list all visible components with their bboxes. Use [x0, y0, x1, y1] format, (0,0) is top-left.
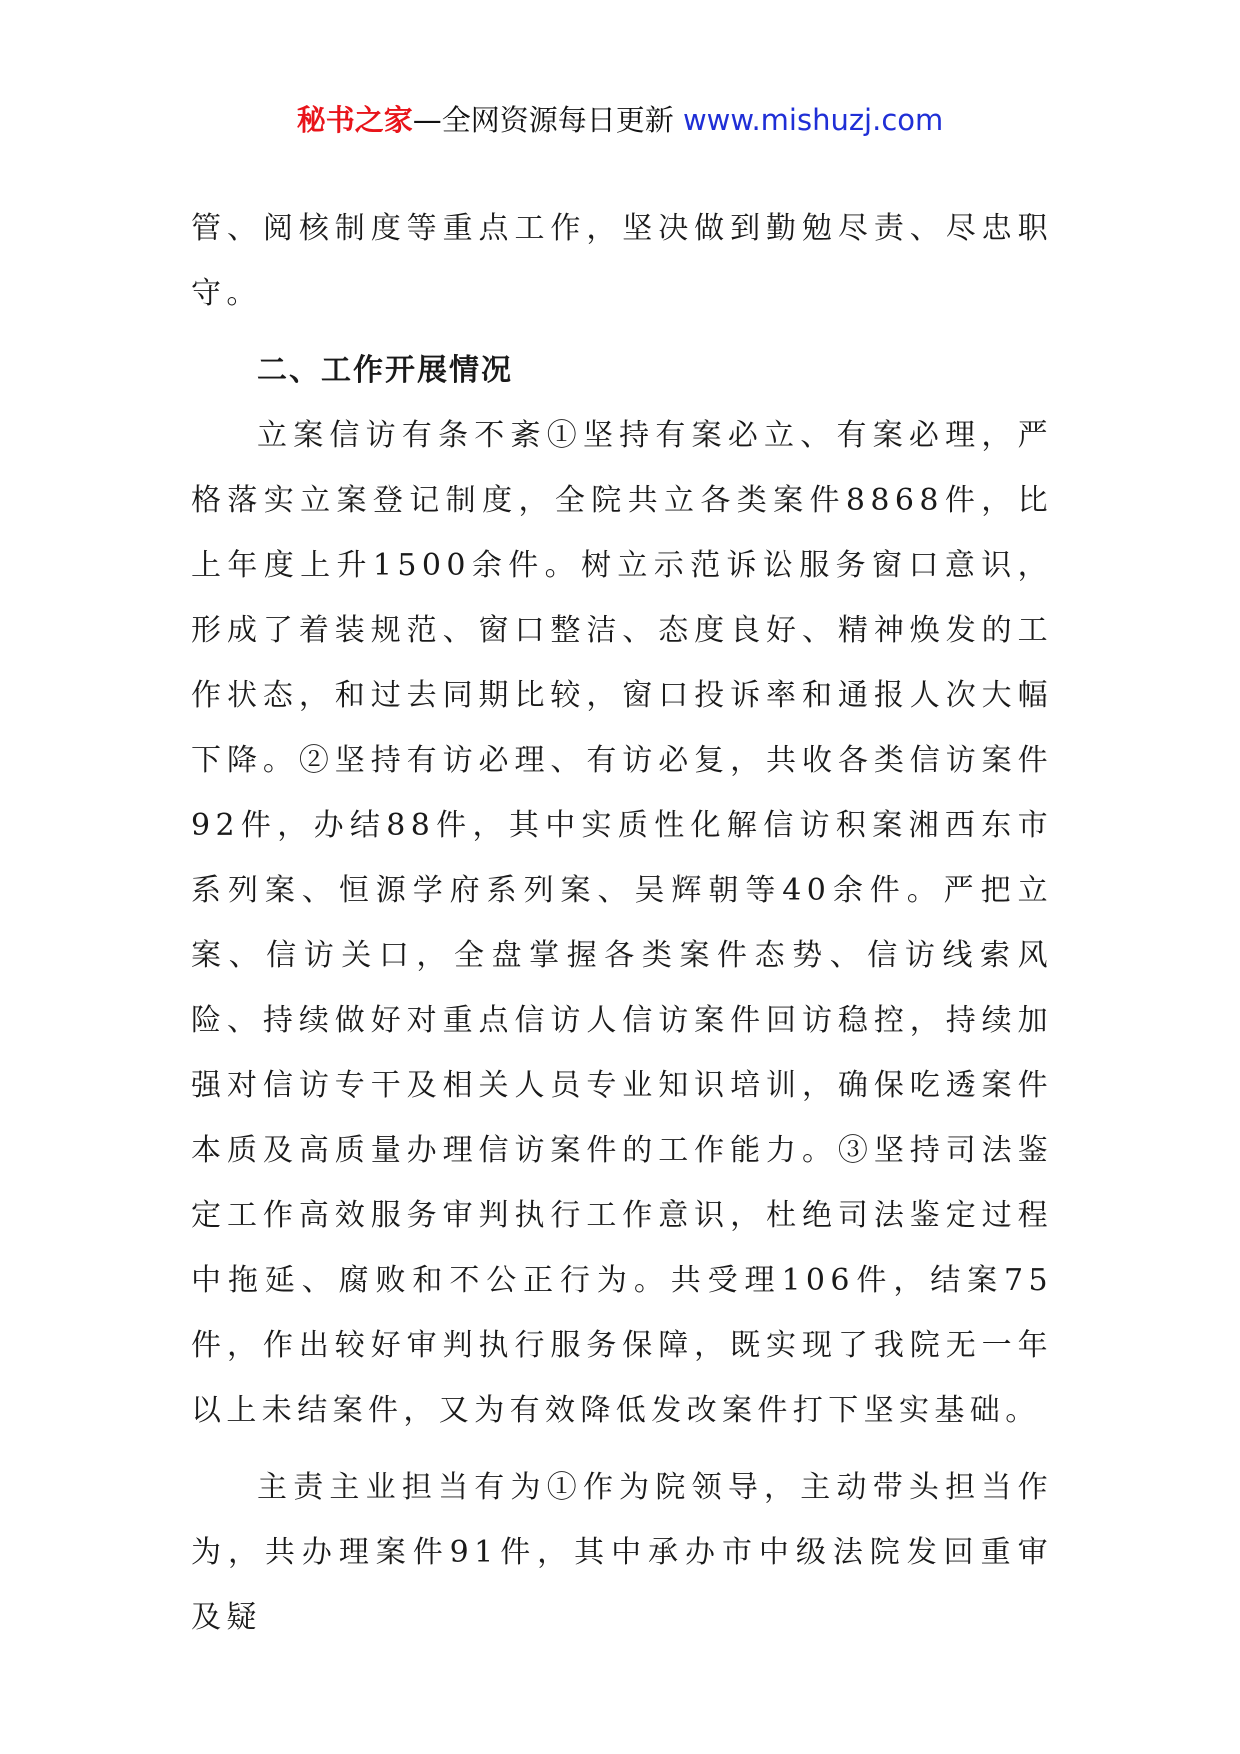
brand-name: 秘书之家	[296, 103, 413, 137]
continuation-paragraph: 管、阅核制度等重点工作，坚决做到勤勉尽责、尽忠职守。	[191, 211, 1053, 311]
paragraph-main-duties: 主责主业担当有为①作为院领导，主动带头担当作为，共办理案件91件，其中承办市中级法院发回重审及疑	[191, 1470, 1053, 1635]
site-header	[0, 100, 1240, 140]
paragraph-filing-petitions: 立案信访有条不紊①坚持有案必立、有案必理，严格落实立案登记制度，全院共立各类案件8868件，比上年度上升1500余件。树立示范诉讼服务窗口意识，形成了着装规范、窗口整洁、态度良好、精神焕发的工作状态，和过去同期比较，窗口投诉率和通报人次大幅下降。②坚持有访必理、有访必复，共收各类信访案件92件，办结88件，其中实质性化解信访积案湘西东市系列案、恒源学府系列案、吴辉朝等40余件。严把立案、信访关口，全盘掌握各类案件态势、信访线索风险、持续做好对重点信访人信访案件回访稳控，持续加强对信访专干及相关人员专业知识培训，确保吃透案件本质及高质量办理信访案件的工作能力。③坚持司法鉴定工作高效服务审判执行工作意识，杜绝司法鉴定过程中拖延、腐败和不公正行为。共受理106件，结案75件，作出较好审判执行服务保障，既实现了我院无一年以上未结案件，又为有效降低发改案件打下坚实基础。	[191, 418, 1053, 1428]
section-heading: 二、工作开展情况	[257, 353, 513, 388]
header-tagline: —全网资源每日更新	[412, 103, 674, 137]
document-body	[191, 196, 1053, 1650]
site-url-link[interactable]: www.mishuzj.com	[682, 103, 944, 137]
